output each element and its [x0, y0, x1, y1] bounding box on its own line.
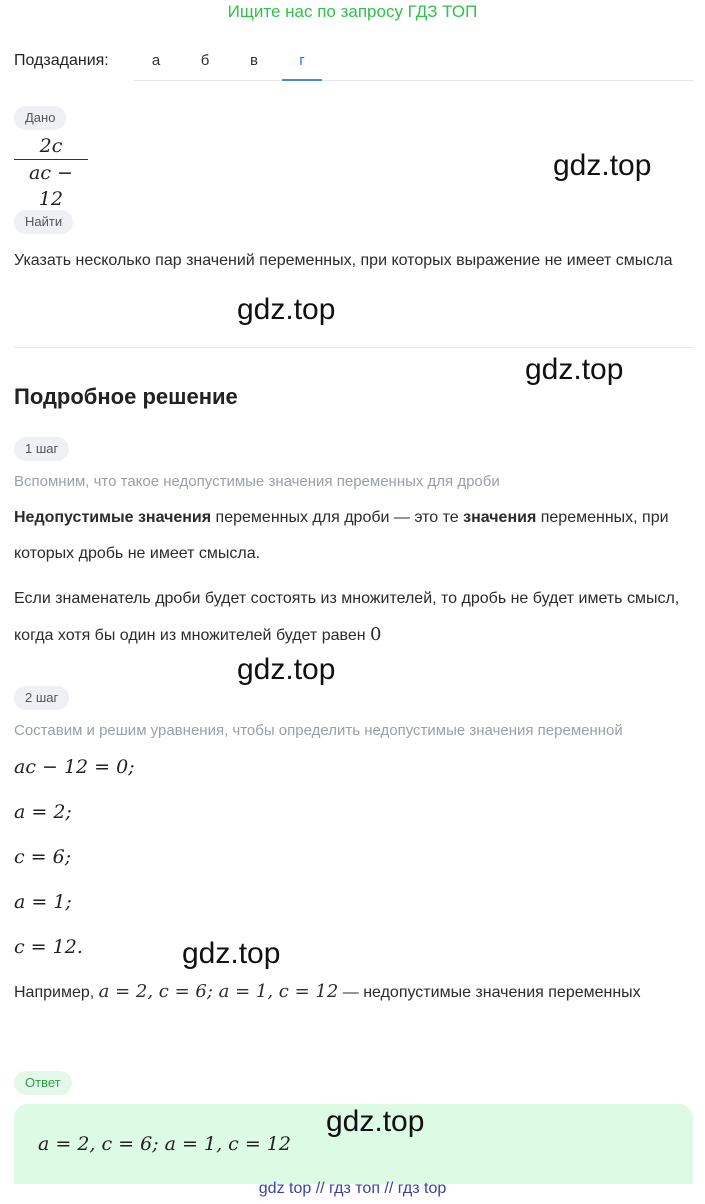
given-fraction	[14, 133, 88, 212]
definition-term-2: значения	[463, 509, 537, 526]
equation-row: a = 1;	[14, 891, 72, 913]
definition-term: Недопустимые значения	[14, 509, 212, 526]
watermark: gdz.top	[182, 937, 281, 970]
equation-row: c = 6;	[14, 846, 72, 868]
watermark: gdz.top	[326, 1105, 425, 1138]
tab-b[interactable]: б	[200, 52, 210, 69]
find-text: Указать несколько пар значений переменных, при которых выражение не имеет смысла	[14, 252, 673, 269]
search-banner[interactable]: Ищите нас по запросу ГДЗ ТОП	[227, 2, 478, 21]
footer-links[interactable]: gdz top // гдз топ // гдз top	[258, 1180, 447, 1197]
example-suffix: — недопустимые значения переменных	[338, 984, 641, 1001]
step1-hint: Вспомним, что такое недопустимые значения переменных для дроби	[14, 473, 500, 490]
factor-rule-zero: 0	[370, 624, 382, 645]
subtask-tabs	[134, 50, 694, 81]
definition-rest: переменных, при которых дробь не имеет смысла.	[14, 509, 669, 562]
watermark: gdz.top	[237, 293, 336, 326]
example-prefix: Например,	[14, 984, 99, 1001]
equation-row: ac − 12 = 0;	[14, 756, 135, 778]
find-pill: Найти	[14, 210, 73, 234]
equation-row: c = 12.	[14, 936, 83, 958]
definition-mid: переменных для дроби — это те	[211, 509, 464, 526]
tab-v[interactable]: в	[250, 52, 258, 69]
watermark: gdz.top	[237, 653, 336, 686]
step2-example	[14, 974, 694, 1011]
section-divider	[14, 347, 694, 348]
subtasks-label: Подзадания:	[14, 52, 109, 69]
step1-factor-rule	[14, 581, 694, 654]
answer-pill: Ответ	[14, 1071, 72, 1095]
example-math: a = 2, c = 6; a = 1, c = 12	[98, 981, 339, 1002]
subtasks-bar	[14, 50, 694, 82]
step2-hint: Составим и решим уравнения, чтобы определить недопустимые значения переменной	[14, 722, 623, 739]
given-pill: Дано	[14, 106, 66, 130]
step2-pill: 2 шаг	[14, 686, 69, 710]
tab-g[interactable]: г	[282, 50, 322, 81]
solution-heading: Подробное решение	[14, 384, 238, 409]
watermark: gdz.top	[553, 149, 652, 182]
equation-row: a = 2;	[14, 801, 72, 823]
answer-value: a = 2, c = 6; a = 1, c = 12	[38, 1133, 291, 1155]
fraction-denominator: ac − 12	[29, 162, 73, 210]
factor-rule-text: Если знаменатель дроби будет состоять из множителей, то дробь не будет иметь смысл, когда хотя бы один из множителей будет равен	[14, 590, 680, 644]
step1-definition	[14, 500, 694, 572]
tab-a[interactable]: а	[151, 52, 161, 69]
fraction-numerator: 2c	[14, 133, 88, 160]
step1-pill: 1 шаг	[14, 437, 69, 461]
watermark: gdz.top	[525, 353, 624, 386]
